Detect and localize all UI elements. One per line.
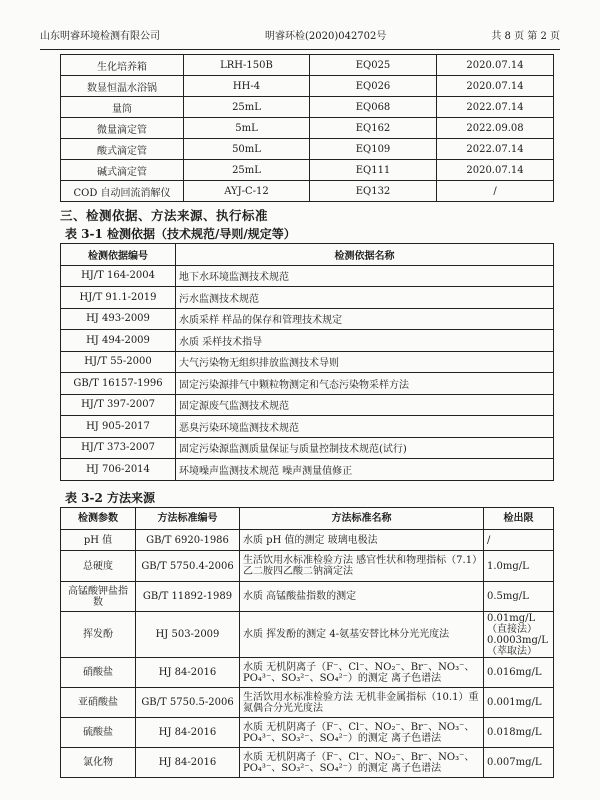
equipment-date: 2022.07.14 [437,97,554,118]
basis-code: HJ/T 373-2007 [61,437,176,459]
basis-name: 水质采样 样品的保存和管理技术规定 [176,308,554,330]
method-name: 水质 无机阴离子（F⁻、Cl⁻、NO₂⁻、Br⁻、NO₃⁻、PO₄³⁻、SO₃²⁻、SO₄²⁻）的测定 离子色谱法 [240,718,484,748]
equipment-row [61,97,554,118]
method-limit: 0.01mg/L（直接法）0.0003mg/L（萃取法） [484,612,554,658]
method-limit: 0.001mg/L [484,688,554,718]
equipment-code: EQ026 [310,76,437,97]
table1-title: 表 3-1 检测依据（技术规范/导则/规定等） [65,227,296,241]
method-std: HJ 84-2016 [136,748,240,778]
equipment-row [61,76,554,97]
equipment-name: 数显恒温水浴锅 [61,76,184,97]
basis-code: HJ 706-2014 [61,459,176,481]
basis-name: 固定污染源监测质量保证与质量控制技术规范(试行) [176,437,554,459]
equipment-model: HH-4 [184,76,310,97]
method-std: HJ 503-2009 [136,612,240,658]
basis-row [61,373,554,395]
methods-row [61,582,554,612]
basis-name: 地下水环境监测技术规范 [176,265,554,287]
method-limit: 0.007mg/L [484,748,554,778]
methods-table [60,507,554,778]
company-name: 山东明睿环境检测有限公司 [40,31,160,42]
method-name: 水质 挥发酚的测定 4-氨基安替比林分光光度法 [240,612,484,658]
basis-row [61,459,554,481]
method-param: 硫酸盐 [61,718,136,748]
basis-row [61,265,554,287]
method-limit: 0.016mg/L [484,658,554,688]
methods-row [61,688,554,718]
equipment-model: 25mL [184,160,310,181]
equipment-date: 2020.07.14 [437,76,554,97]
equipment-table [60,54,554,202]
basis-code: HJ/T 397-2007 [61,394,176,416]
basis-row [61,287,554,309]
methods-row [61,530,554,551]
basis-header-row [61,244,554,266]
method-name: 水质 pH 值的测定 玻璃电极法 [240,530,484,551]
method-param: 硝酸盐 [61,658,136,688]
page-info: 共 8 页 第 2 页 [491,31,560,42]
methods-header-param: 检测参数 [61,508,136,530]
basis-header-code: 检测依据编号 [61,244,176,266]
method-std: GB/T 5750.4-2006 [136,551,240,582]
basis-code: HJ/T 55-2000 [61,351,176,373]
equipment-name: 生化培养箱 [61,55,184,76]
basis-code: HJ/T 164-2004 [61,265,176,287]
equipment-code: EQ068 [310,97,437,118]
equipment-row [61,181,554,202]
basis-table [60,243,554,481]
methods-row [61,658,554,688]
methods-header-row [61,508,554,530]
basis-row [61,394,554,416]
method-limit: 0.018mg/L [484,718,554,748]
method-param: pH 值 [61,530,136,551]
method-param: 氯化物 [61,748,136,778]
equipment-code: EQ109 [310,139,437,160]
equipment-code: EQ132 [310,181,437,202]
equipment-model: 50mL [184,139,310,160]
equipment-row [61,118,554,139]
report-number: 明睿环检(2020)042702号 [264,31,387,42]
basis-header-name: 检测依据名称 [176,244,554,266]
method-std: GB/T 6920-1986 [136,530,240,551]
method-param: 挥发酚 [61,612,136,658]
basis-name: 恶臭污染环境监测技术规范 [176,416,554,438]
method-limit: 1.0mg/L [484,551,554,582]
equipment-code: EQ162 [310,118,437,139]
equipment-date: 2022.09.08 [437,118,554,139]
equipment-name: 量筒 [61,97,184,118]
method-name: 水质 高锰酸盐指数的测定 [240,582,484,612]
equipment-date: 2020.07.14 [437,55,554,76]
basis-row [61,351,554,373]
methods-header-limit: 检出限 [484,508,554,530]
equipment-model: 25mL [184,97,310,118]
basis-code: HJ 493-2009 [61,308,176,330]
equipment-row [61,139,554,160]
equipment-name: 微量滴定管 [61,118,184,139]
page-header [40,30,560,50]
method-std: HJ 84-2016 [136,718,240,748]
method-limit: 0.5mg/L [484,582,554,612]
methods-row [61,748,554,778]
method-std: GB/T 5750.5-2006 [136,688,240,718]
equipment-date: 2022.07.14 [437,139,554,160]
equipment-code: EQ025 [310,55,437,76]
equipment-name: COD 自动回流消解仪 [61,181,184,202]
basis-name: 固定源废气监测技术规范 [176,394,554,416]
basis-code: HJ/T 91.1-2019 [61,287,176,309]
basis-name: 大气污染物无组织排放监测技术导则 [176,351,554,373]
equipment-code: EQ111 [310,160,437,181]
methods-row [61,612,554,658]
basis-code: HJ 905-2017 [61,416,176,438]
basis-name: 环境噪声监测技术规范 噪声测量值修正 [176,459,554,481]
equipment-name: 碱式滴定管 [61,160,184,181]
method-param: 高锰酸钾盐指数 [61,582,136,612]
basis-name: 固定污染源排气中颗粒物测定和气态污染物采样方法 [176,373,554,395]
equipment-name: 酸式滴定管 [61,139,184,160]
method-name: 水质 无机阴离子（F⁻、Cl⁻、NO₂⁻、Br⁻、NO₃⁻、PO₄³⁻、SO₃²⁻、SO₄²⁻）的测定 离子色谱法 [240,748,484,778]
methods-row [61,551,554,582]
method-param: 亚硝酸盐 [61,688,136,718]
equipment-model: AYJ-C-12 [184,181,310,202]
equipment-row [61,160,554,181]
method-name: 生活饮用水标准检验方法 感官性状和物理指标（7.1）乙二胺四乙酸二钠滴定法 [240,551,484,582]
basis-code: GB/T 16157-1996 [61,373,176,395]
equipment-row [61,55,554,76]
equipment-model: 5mL [184,118,310,139]
basis-code: HJ 494-2009 [61,330,176,352]
equipment-date: 2020.07.14 [437,160,554,181]
basis-row [61,308,554,330]
methods-row [61,718,554,748]
section-title: 三、检测依据、方法来源、执行标准 [60,208,269,223]
method-std: HJ 84-2016 [136,658,240,688]
basis-row [61,416,554,438]
methods-header-std: 方法标准编号 [136,508,240,530]
basis-row [61,330,554,352]
basis-name: 污水监测技术规范 [176,287,554,309]
methods-header-name: 方法标准名称 [240,508,484,530]
equipment-date: / [437,181,554,202]
basis-row [61,437,554,459]
method-param: 总硬度 [61,551,136,582]
basis-name: 水质 采样技术指导 [176,330,554,352]
method-name: 水质 无机阴离子（F⁻、Cl⁻、NO₂⁻、Br⁻、NO₃⁻、PO₄³⁻、SO₃²⁻、SO₄²⁻）的测定 离子色谱法 [240,658,484,688]
equipment-model: LRH-150B [184,55,310,76]
method-std: GB/T 11892-1989 [136,582,240,612]
method-name: 生活饮用水标准检验方法 无机非金属指标（10.1）重氮偶合分光光度法 [240,688,484,718]
method-limit: / [484,530,554,551]
table2-title: 表 3-2 方法来源 [65,491,156,505]
